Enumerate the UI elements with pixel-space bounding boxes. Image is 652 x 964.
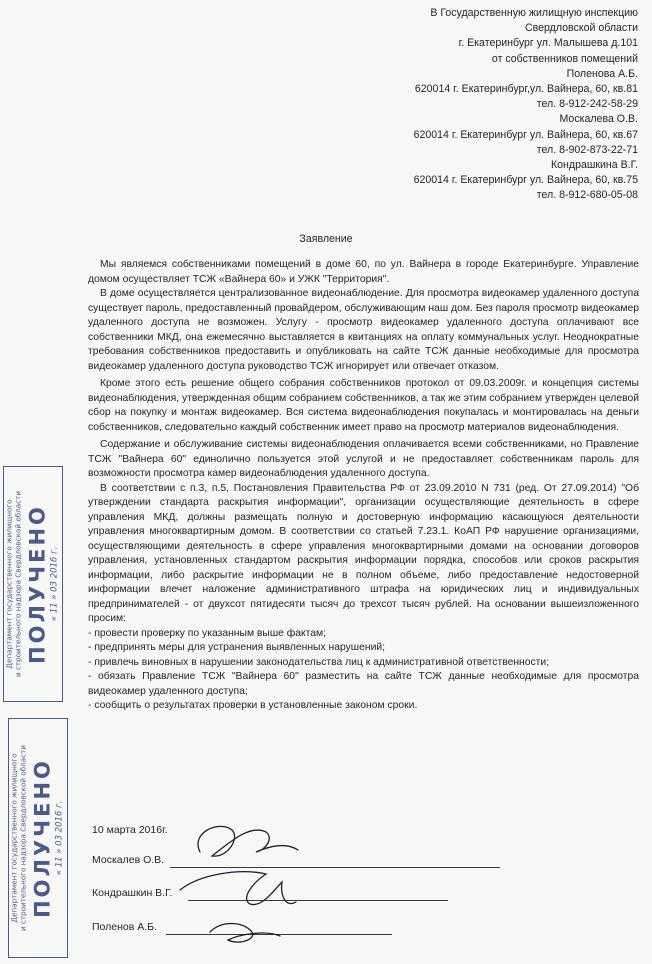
address-line: тел. 8-912-680-05-08: [536, 189, 638, 202]
document-title: Заявление: [299, 233, 353, 245]
body-paragraph: Содержание и обслуживание системы видеонаблюдения оплачивается всеми собственниками, но Правление ТСЖ "Вайнера 60" единолично пользуется этой услугой и не предоставляет собственникам пароль для возможности просмотра камер видеонаблюдения удаленного доступа.: [88, 439, 639, 479]
received-stamp: [8, 718, 68, 958]
request-list: [88, 627, 639, 714]
document-date: 10 марта 2016г.: [92, 824, 168, 836]
address-line: 620014 г. Екатеринбург ул. Вайнера, 60, кв.67: [413, 128, 638, 141]
signatory-name: Кондрашкин В.Г.: [92, 887, 173, 899]
received-stamp: [3, 466, 63, 702]
body-paragraph: Кроме этого есть решение общего собрания собственников протокол от 09.03.2009г. и концепция системы видеонаблюдения, утвержденная общим собранием собственников, а так же этим собранием утвержден целевой сбор на покупку и монтаж видеокамер. Вся система видеонаблюдения покупалась и монтировалась на деньги собственников, следовательно каждый собственник имеет право на просмотр материалов видеонаблюдения.: [88, 378, 639, 433]
stamp-department: и строительного надзора Свердловской области: [18, 745, 28, 931]
body-paragraph: Мы являемся собственниками помещений в доме 60, по ул. Вайнера в городе Екатеринбурге. Управление домом осуществляет ТСЖ «Вайнера 60» и УЖК "Территория".: [88, 259, 639, 285]
signatory-name: Поленов А.Б.: [92, 921, 157, 933]
address-line: Москалева О.В.: [559, 113, 638, 126]
handwritten-signatures: [170, 812, 330, 962]
signature-kondrashkina: [180, 872, 296, 905]
address-line: Свердловской области: [524, 22, 638, 35]
address-line: от собственников помещений: [491, 52, 638, 65]
address-line: В Государственную жилищную инспекцию: [430, 7, 638, 19]
signatory-name: Москалев О.В.: [92, 854, 165, 866]
request-item: - провести проверку по указанным выше фактам;: [88, 627, 327, 639]
address-line: Поленова А.Б.: [566, 67, 638, 80]
address-line: 620014 г. Екатеринбург,ул. Вайнера, 60, кв.81: [414, 82, 638, 95]
body-paragraph: В доме осуществляется централизованное видеонаблюдение. Для просмотра видеокамер удаленного доступа существует пароль, предоставленный провайдером, обслуживающим наш дом. Без пароля просмотр видеокамер удаленного доступа не возможен. Услугу - просмотр видеокамер удаленного доступа оплачивают все собственники МКД, она ежемесячно выставляется в квитанциях на оплату коммунальных услуг. Неоднократные требования собственников предоставить и опубликовать на сайте ТСЖ данные необходимые для просмотра видеокамер удаленного доступа руководство ТСЖ игнорирует или отвечает отказом.: [88, 288, 639, 372]
body-paragraph: В соответствии с п.3, п.5, Постановления Правительства РФ от 23.09.2010 N 731 (ред. От 27.09.2014) "Об утверждении стандарта раскрытия информации", организации осуществляющие деятельность в сфере управления МКД, должны размещать полную и достоверную информацию касающуюся деятельности управления многоквартирным домом. В соответствии со статьей 7.23.1. КоАП РФ нарушение организациями, осуществляющими деятельность в сфере управления многоквартирными домами на основании договоров управления, установленных стандартом раскрытия информации порядка, способов или сроков раскрытия информации, либо раскрытие информации не в полном объеме, либо предоставление недостоверной информации влечет наложение административного штрафа на юридических лиц и индивидуальных предпринимателей - от двухсот пятидесяти тысяч до трехсот тысяч рублей. На основании вышеизложенного просим:: [88, 482, 639, 624]
signature-polenova: [210, 924, 280, 943]
address-line: тел. 8-902-873-22-71: [536, 143, 638, 156]
stamp-department: Департамент государственного жилищного: [9, 753, 19, 923]
stamp-date: « 11 » 03 2016 г.: [54, 800, 65, 876]
request-item: - предпринять меры для устранения выявленных нарушений;: [88, 642, 385, 653]
request-item: - обязать Правление ТСЖ "Вайнера 60" разместить на сайте ТСЖ данные необходимые для просмотра видеокамер удаленного доступа;: [88, 671, 639, 697]
address-line: тел. 8-912-242-58-29: [536, 98, 638, 111]
stamp-date: « 11 » 03 2016 г.: [49, 546, 60, 622]
request-item: - привлечь виновных в нарушении законодательства лиц к административной ответственности;: [88, 656, 550, 668]
request-item: - сообщить о результатах проверки в установленные законом сроки.: [88, 700, 418, 711]
address-line: г. Екатеринбург ул. Малышева д.101: [458, 37, 638, 50]
address-line: 620014 г. Екатеринбург ул. Вайнера, 60, кв.75: [413, 174, 638, 187]
stamp-department: и строительного надзора Свердловской области: [13, 491, 23, 677]
document-body: [88, 258, 639, 714]
address-line: Кондрашкина В.Г.: [550, 158, 638, 171]
addressee-block: [308, 6, 638, 203]
stamp-received: ПОЛУЧЕНО: [25, 504, 50, 664]
signature-moskaleva: [198, 826, 298, 856]
stamp-received: ПОЛУЧЕНО: [30, 758, 55, 918]
stamp-department: Департамент государственного жилищного: [4, 499, 14, 669]
